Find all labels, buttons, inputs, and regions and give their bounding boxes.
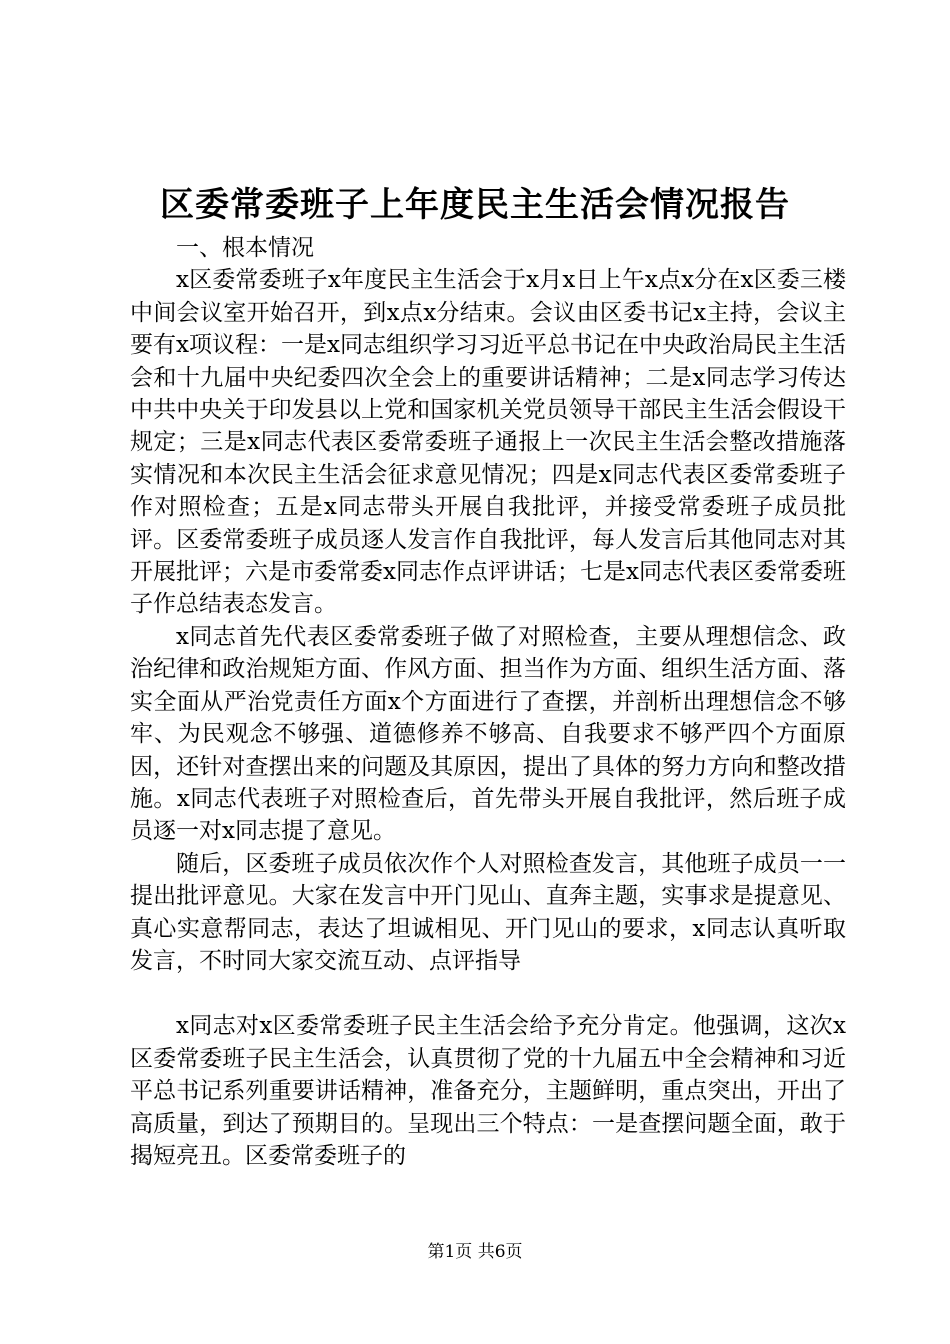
paragraph-evaluation: x同志对x区委常委班子民主生活会给予充分肯定。他强调，这次x区委常委班子民主生活会，认真贯彻了党的十九届五中全会精神和习近平总书记系列重要讲话精神，准备充分，主题鲜明，重点突出，开出了高质量，到达了预期目的。呈现出三个特点：一是查摆问题全面，敢于揭短亮丑。区委常委班子的 [130, 1013, 846, 1169]
document-title: 区委常委班子上年度民主生活会情况报告 [160, 185, 790, 225]
paragraph-gap [130, 977, 846, 1010]
document-body [130, 232, 846, 1172]
paragraph-agenda: x区委常委班子x年度民主生活会于x月x日上午x点x分在x区委三楼中间会议室开始召开，到x点x分结束。会议由区委书记x主持，会议主要有x项议程：一是x同志组织学习习近平总书记在中央政治局民主生活会和十九届中央纪委四次全会上的重要讲话精神；二是x同志学习传达中共中央关于印发县以上党和国家机关党员领导干部民主生活会假设干规定；三是x同志代表区委常委班子通报上一次民主生活会整改措施落实情况和本次民主生活会征求意见情况；四是x同志代表区委常委班子作对照检查；五是x同志带头开展自我批评，并接受常委班子成员批评。区委常委班子成员逐人发言作自我批评，每人发言后其他同志对其开展批评；六是市委常委x同志作点评讲话；七是x同志代表区委常委班子作总结表态发言。 [130, 267, 846, 618]
page-number: 第1页 共6页 [427, 1242, 523, 1262]
paragraph-self-check: x同志首先代表区委常委班子做了对照检查，主要从理想信念、政治纪律和政治规矩方面、作风方面、担当作为方面、组织生活方面、落实全面从严治党责任方面x个方面进行了查摆，并剖析出理想信念不够牢、为民观念不够强、道德修养不够高、自我要求不够严四个方面原因，还针对查摆出来的问题及其原因，提出了具体的努力方向和整改措施。x同志代表班子对照检查后，首先带头开展自我批评，然后班子成员逐一对x同志提了意见。 [130, 623, 846, 845]
section-heading: 一、根本情况 [176, 235, 314, 261]
paragraph-member-remarks: 随后，区委班子成员依次作个人对照检查发言，其他班子成员一一提出批评意见。大家在发言中开门见山、直奔主题，实事求是提意见、真心实意帮同志，表达了坦诚相见、开门见山的要求，x同志认真听取发言，不时同大家交流互动、点评指导 [130, 850, 846, 974]
